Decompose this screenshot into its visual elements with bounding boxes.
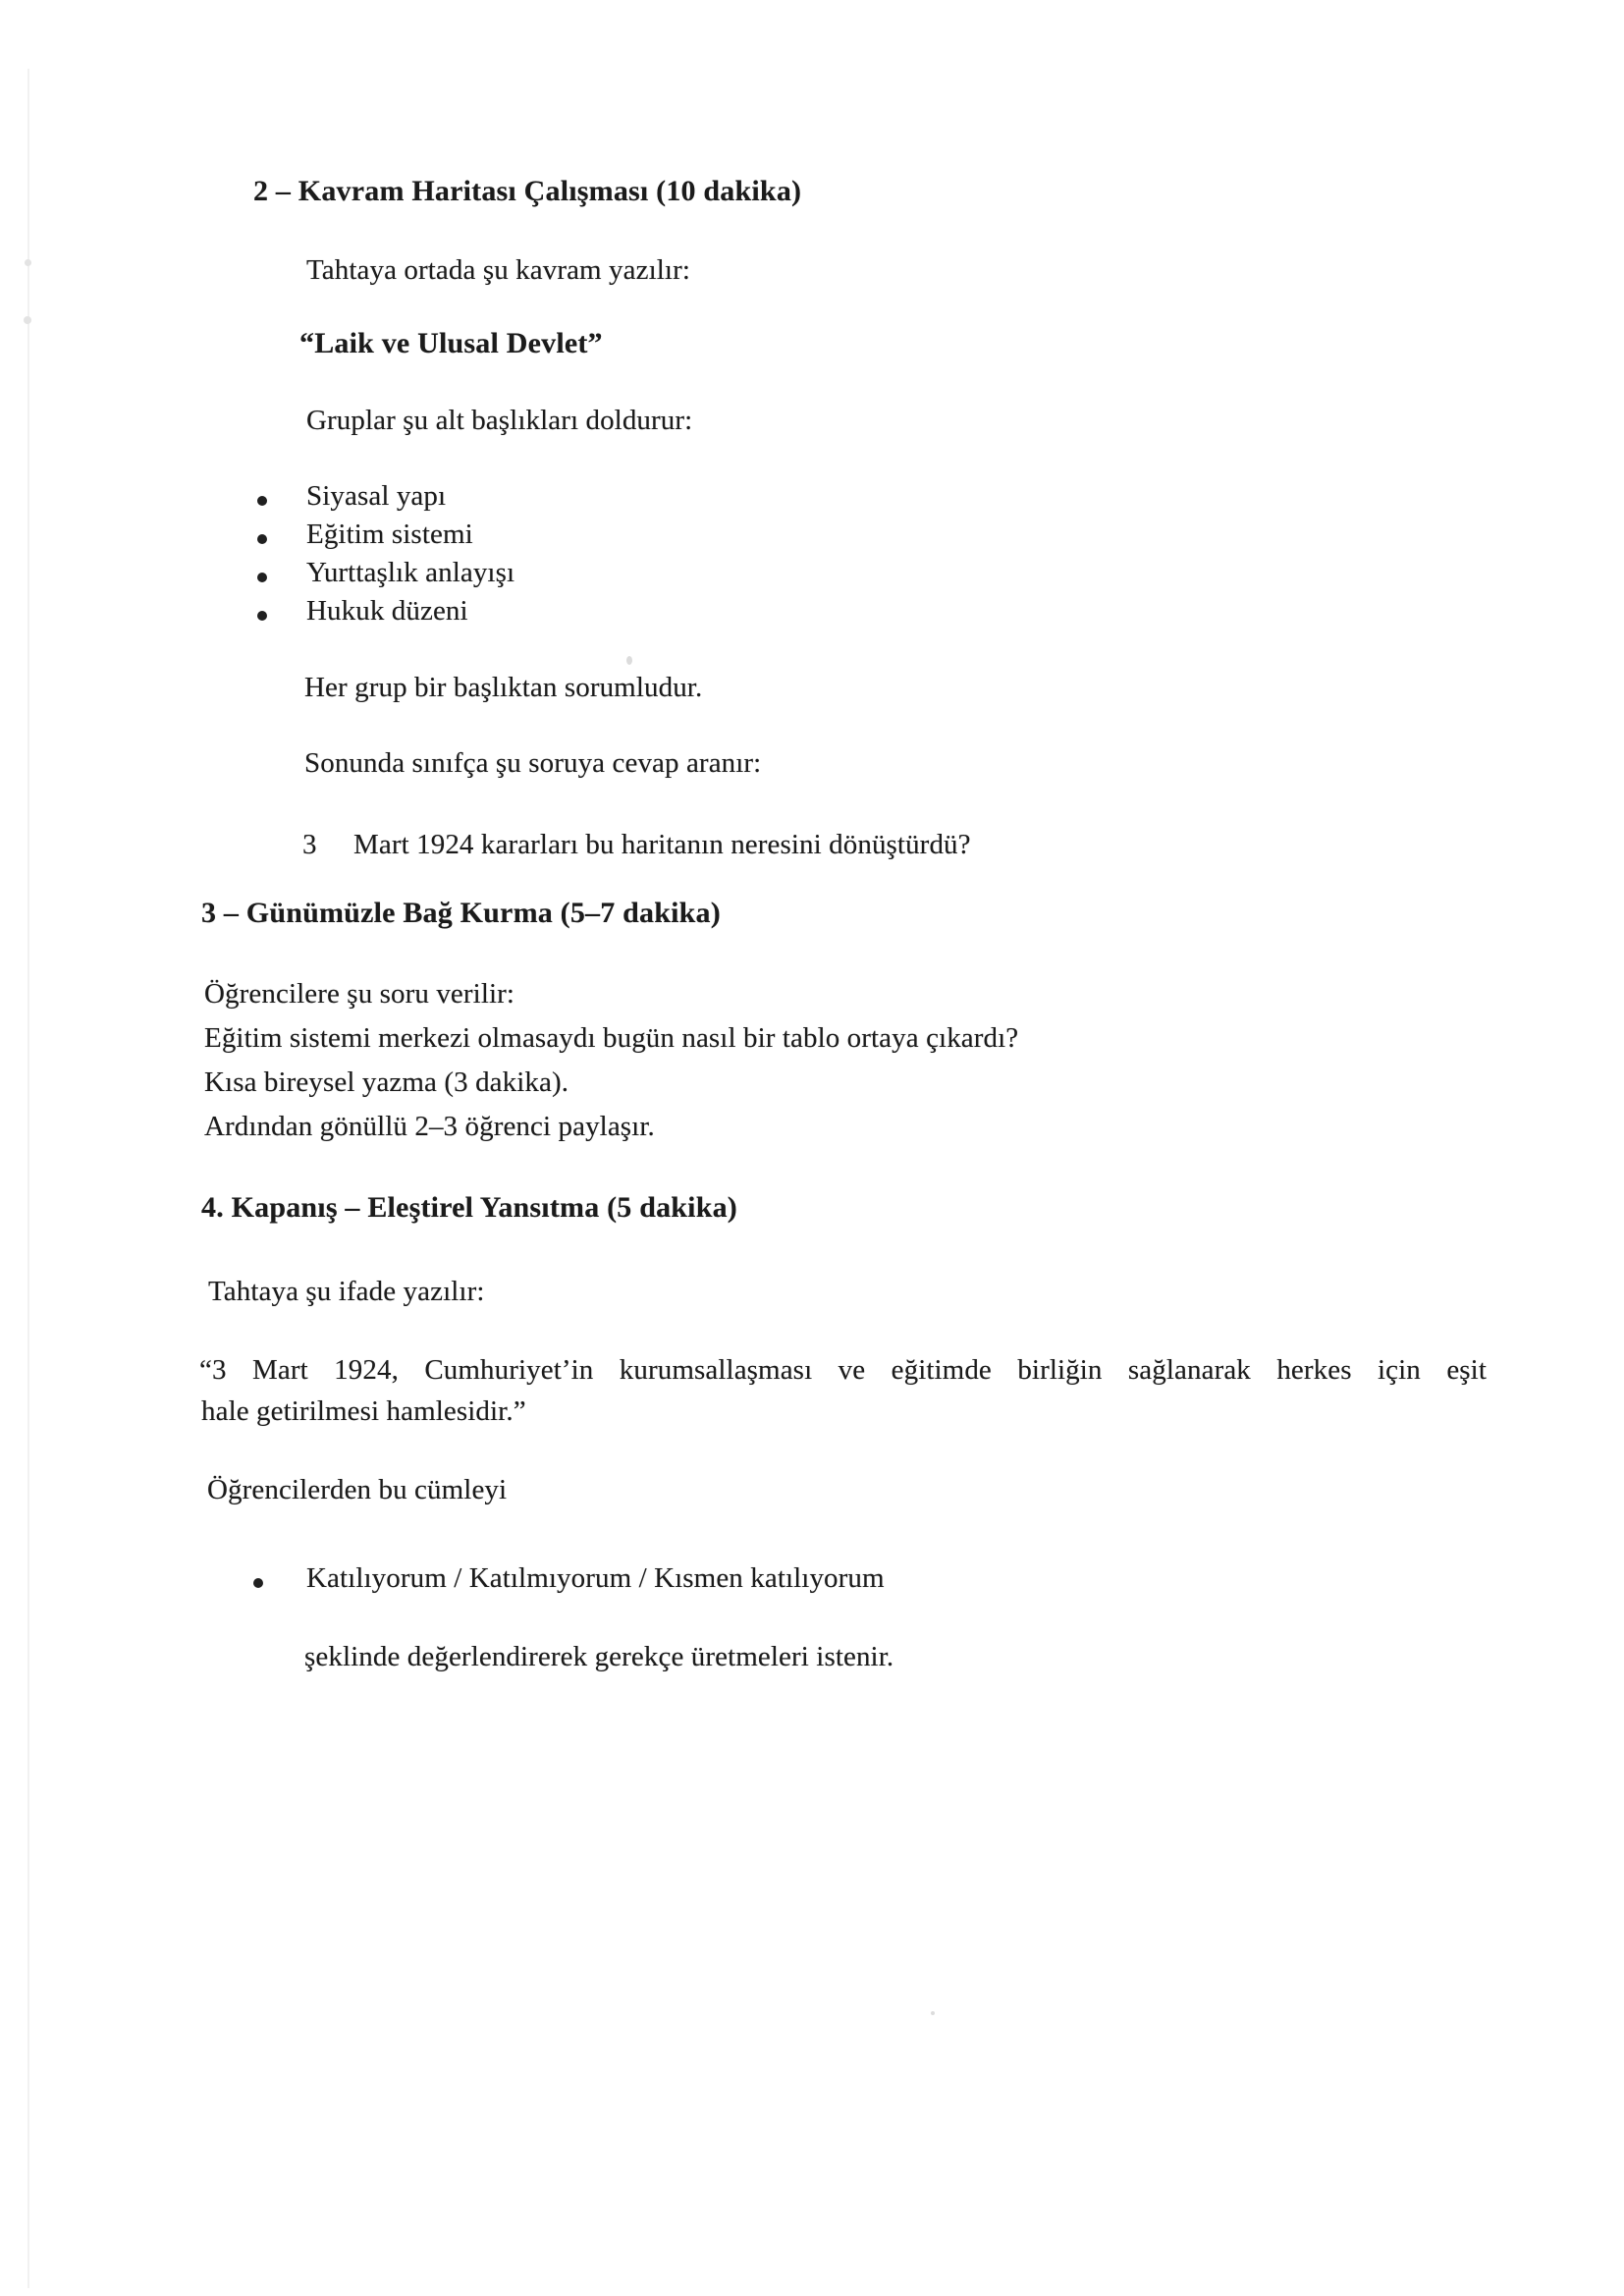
section-4-heading: 4. Kapanış – Eleştirel Yansıtma (5 dakika) [201, 1191, 737, 1224]
section-3-line-1: Öğrencilere şu soru verilir: [204, 978, 515, 1010]
section-2-heading: 2 – Kavram Haritası Çalışması (10 dakika) [253, 175, 802, 207]
evaluation-closing-line: şeklinde değerlendirerek gerekçe üretmeleri istenir. [304, 1641, 894, 1672]
bullet-item-agreement-options: Katılıyorum / Katılmıyorum / Kısmen katılıyorum [306, 1562, 885, 1594]
bullet-icon [257, 573, 267, 582]
responsibility-line: Her grup bir başlıktan sorumludur. [304, 672, 703, 703]
scan-edge-line [27, 69, 29, 2288]
board-quote-line-2: hale getirilmesi hamlesidir.” [201, 1395, 526, 1427]
students-sentence-intro-line: Öğrencilerden bu cümleyi [207, 1474, 508, 1505]
bullet-item-hukuk-duzeni: Hukuk düzeni [306, 595, 468, 627]
board-instruction-line: Tahtaya ortada şu kavram yazılır: [306, 254, 690, 286]
question-number: 3 [302, 829, 317, 860]
groups-instruction-line: Gruplar şu alt başlıkları doldurur: [306, 405, 693, 436]
bullet-icon [257, 496, 267, 506]
scan-smudge [24, 316, 31, 324]
scan-speck [626, 656, 632, 665]
bullet-icon [257, 534, 267, 544]
scan-speck [931, 2011, 935, 2015]
concept-title: “Laik ve Ulusal Devlet” [299, 327, 603, 359]
bullet-icon [253, 1578, 263, 1588]
bullet-item-yurttaslik-anlayisi: Yurttaşlık anlayışı [306, 557, 515, 588]
map-question-line [302, 827, 971, 862]
section-3-heading: 3 – Günümüzle Bağ Kurma (5–7 dakika) [201, 897, 721, 929]
board-quote-line-1: “3 Mart 1924, Cumhuriyet’in kurumsallaşması ve eğitimde birliğin sağlanarak herkes için eşit [199, 1354, 1487, 1386]
bullet-item-egitim-sistemi: Eğitim sistemi [306, 519, 473, 550]
bullet-icon [257, 611, 267, 621]
section-3-line-2: Eğitim sistemi merkezi olmasaydı bugün nasıl bir tablo ortaya çıkardı? [204, 1022, 1019, 1054]
class-question-intro-line: Sonunda sınıfça şu soruya cevap aranır: [304, 747, 762, 779]
board-statement-intro-line: Tahtaya şu ifade yazılır: [208, 1276, 485, 1307]
section-3-line-3: Kısa bireysel yazma (3 dakika). [204, 1066, 569, 1098]
scan-smudge [25, 259, 31, 266]
section-3-line-4: Ardından gönüllü 2–3 öğrenci paylaşır. [204, 1111, 655, 1142]
question-text: Mart 1924 kararları bu haritanın neresini dönüştürdü? [353, 829, 971, 860]
bullet-item-siyasal-yapi: Siyasal yapı [306, 480, 447, 512]
